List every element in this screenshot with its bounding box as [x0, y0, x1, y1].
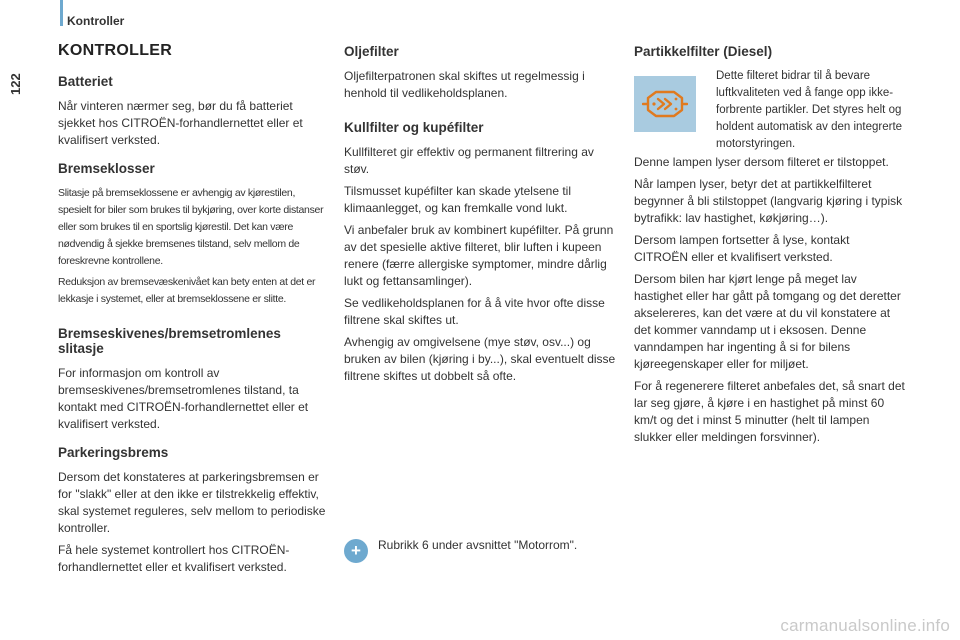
particle-filter-intro-block	[634, 68, 906, 154]
particle-filter-p1: Denne lampen lyser dersom filteret er tilstoppet.	[634, 155, 889, 169]
particle-filter-p4: Dersom bilen har kjørt lenge på meget lav hastighet eller har gått på tomgang og det deretter akselereres, kan det være at du vil konstatere at det kommer vanndamp ut i eksosen. Denne vanndampen har ingenting å si for bilens kjøreegenskaper eller for miljøet.	[634, 272, 901, 371]
carbon-filter-heading: Kullfilter og kupéfilter	[344, 120, 484, 135]
particle-filter-icon	[634, 76, 696, 132]
particle-filter-intro: Dette filteret bidrar til å bevare luftkvaliteten ved å fange opp ikke-forbrente partikler. Det styres helt og holdent automatisk av den integrerte motorstyringen.	[716, 70, 903, 150]
brake-pads-text-2: Reduksjon av bremsevæskenivået kan bety enten at det er lekkasje i systemet, eller at bremseklossene er slitte.	[58, 276, 316, 305]
parking-brake-text-2: Få hele systemet kontrollert hos CITROËN-forhandlernettet eller et kvalifisert verksted.	[58, 543, 290, 574]
discs-heading: Bremseskivenes/bremsetromlenes slitasje	[58, 326, 281, 356]
column-left	[58, 40, 328, 581]
discs-text: For informasjon om kontroll av bremseskivenes/bremsetromlenes tilstand, ta kontakt med CITROËN-forhandlernettet eller et kvalifisert verksted.	[58, 366, 309, 431]
carbon-filter-p1: Kullfilteret gir effektiv og permanent filtrering av støv.	[344, 145, 594, 176]
particle-filter-p2: Når lampen lyser, betyr det at partikkelfilteret begynner å bli stilstoppet (langvarig kjøring i typisk bytrafikk: lav hastighet, køkjøring…).	[634, 177, 903, 225]
oil-filter-text: Oljefilterpatronen skal skiftes ut regelmessig i henhold til vedlikeholdsplanen.	[344, 69, 585, 100]
carbon-filter-p4: Se vedlikeholdsplanen for å å vite hvor ofte disse filtrene skal skiftes ut.	[344, 296, 605, 327]
page-number: 122	[8, 73, 23, 95]
parking-brake-heading: Parkeringsbrems	[58, 445, 169, 460]
plus-icon: +	[344, 539, 368, 563]
particle-filter-p3: Dersom lampen fortsetter å lyse, kontakt CITROËN eller et kvalifisert verksted.	[634, 233, 850, 264]
battery-text: Når vinteren nærmer seg, bør du få batteriet sjekket hos CITROËN-forhandlernettet eller et kvalifisert verksted.	[58, 99, 303, 147]
info-note-text: Rubrikk 6 under avsnittet "Motorrom".	[378, 538, 578, 552]
header-accent-bar	[60, 0, 63, 26]
page-title: KONTROLLER	[58, 42, 173, 59]
battery-heading: Batteriet	[58, 74, 113, 89]
section-label: Kontroller	[67, 14, 125, 28]
parking-brake-text-1: Dersom det konstateres at parkeringsbremsen er for "slakk" eller at den ikke er tilstrekkelig effektiv, skal systemet reguleres, selv mellom to periodiske kontroller.	[58, 470, 326, 535]
watermark: carmanualsonline.info	[780, 616, 950, 635]
column-middle	[344, 40, 616, 390]
particle-filter-icon-graphic	[642, 87, 688, 121]
brake-pads-text-1: Slitasje på bremseklossene er avhengig av kjørestilen, spesielt for biler som brukes til bykjøring, over korte distanser eller som brukes til en sportslig kjørestil. Det kan være nødvendig å sjekke bremsenes tilstand, selv mellom de foreskrevne kontrollene.	[58, 187, 324, 267]
oil-filter-heading: Oljefilter	[344, 44, 399, 59]
particle-filter-heading: Partikkelfilter (Diesel)	[634, 44, 773, 59]
brake-pads-heading: Bremseklosser	[58, 161, 155, 176]
carbon-filter-p2: Tilsmusset kupéfilter kan skade ytelsene til klimaanlegget, og kan fremkalle vond lukt.	[344, 184, 571, 215]
particle-filter-p5: For å regenerere filteret anbefales det, så snart det lar seg gjøre, å kjøre i en hastighet på minst 60 km/t og det i minst 5 minutter (helt til lampen slukker eller meldingen forsvinner).	[634, 379, 905, 444]
column-right	[634, 40, 906, 451]
carbon-filter-p5: Avhengig av omgivelsene (mye støv, osv...) og bruken av bilen (kjøring i by...), skal eventuelt disse filtrene skiftes ut dobbelt så ofte.	[344, 335, 616, 383]
info-note	[344, 535, 624, 565]
carbon-filter-p3: Vi anbefaler bruk av kombinert kupéfilter. På grunn av det spesielle aktive filteret, blir luften i kupeen renere (færre allergiske symptomer, mindre dårlig lukt og fettansamlinger).	[344, 223, 614, 288]
